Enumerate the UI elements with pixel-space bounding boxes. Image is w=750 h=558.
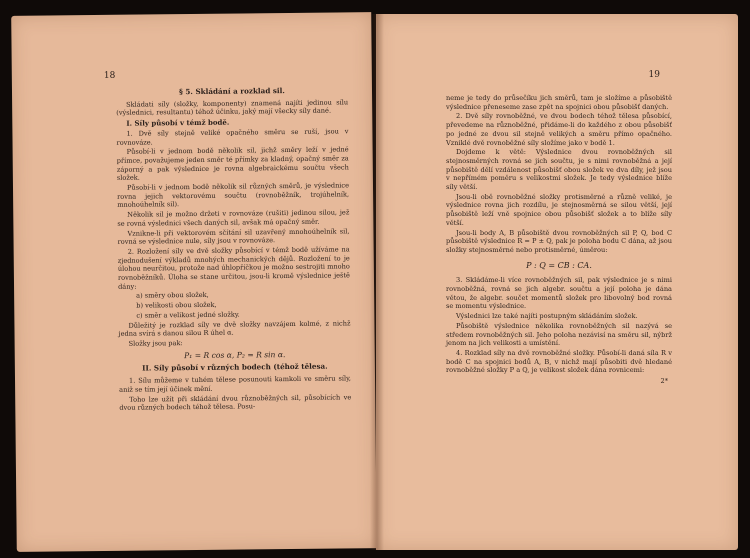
paragraph: Jsou-li body A, B působiště dvou rovnoběžných sil P, Q, bod C působiště výslednice R = P ± Q, pak je poloha bodu C dána, až jsou složky stejnosměrné nebo protisměrné, úměrou: (446, 228, 672, 254)
paragraph: Složky jsou pak: (128, 339, 183, 348)
paragraph: 3. Skládáme-li více rovnoběžných sil, pak výslednice je s nimi rovnoběžná, rovná se jich algebr. součtu a její poloha je dána větou, že algebr. součet momentů složek pro libovolný bod rovná se momentu výslednice. (446, 276, 672, 311)
paragraph: 2. Dvě síly rovnoběžné, ve dvou bodech téhož tělesa působící, převedeme na různoběžné, přidáme-li do každého z obou působišť po jedné ze dvou sil stejně velikých a směru přímo opačného. Vzniklé dvě rovnoběžné síly složíme jako v bodě 1. (446, 112, 672, 147)
paragraph: Důležitý je rozklad síly ve dvě složky navzájem kolmé, z nichž jedna svírá s danou silou R úhel α. (118, 318, 351, 339)
paragraph: Působí-li v jednom bodě několik sil, jichž směry leží v jedné přímce, považujeme jeden směr té přímky za kladný, opačný směr za záporný a pak výslednice je rovna algebraickému součtu všech složek. (116, 145, 349, 183)
paragraph: 2. Rozložení síly ve dvě složky působící v témž bodě užíváme na zjednodušení výkladů mnohých mechanických dějů. Rozložení to je úlohou neurčitou, protože nad úhlopříčkou je možno sestrojiti mnoho rovnoběžníků. Úloha se stane určitou, jsou-li kromě výslednice ještě dány: (117, 245, 350, 291)
formula: P₁ = R cos α, P₂ = R sin α. (184, 349, 286, 360)
paragraph: 4. Rozklad síly na dvě rovnoběžné složky. Působí-li daná síla R v bodě C na spojnici bodů A, B, v nichž mají působiti dvě hledané rovnoběžné složky P a Q, je velikost složek dána rovnicemi: (446, 348, 672, 375)
section-heading: § 5. Skládání a rozklad sil. (179, 86, 285, 97)
paragraph: Několik sil je možno držeti v rovnováze (rušiti) jedinou silou, jež se rovná výslednici všech daných sil, avšak má opačný směr. (117, 208, 350, 228)
signature-mark: 2* (660, 377, 668, 386)
list-item: b) velikosti obou složek, (136, 300, 217, 310)
left-page (11, 12, 377, 552)
paragraph: Působiště výslednice několika rovnoběžných sil nazývá se středem rovnoběžných sil. Jeho poloha nezávisí na směru sil, nýbrž jenom na jich velikosti a umístění. (446, 321, 672, 348)
list-item: a) směry obou složek, (136, 291, 209, 301)
right-page (376, 14, 738, 550)
paragraph: Jsou-li obě rovnoběžné složky protisměrné a různě veliké, je výslednice rovna jich rozdílu, je stejnosměrná se silou větší, její působiště leží vně spojnice obou působišť složek a to blíže síly větší. (446, 192, 672, 227)
book-gutter (370, 14, 384, 550)
paragraph: Výslednici lze také najíti postupným skládáním složek. (456, 312, 638, 321)
paragraph: Působí-li v jednom bodě několik sil různých směrů, je výslednice rovna jejich vektorovému součtu (rovnoběžník, trojúhelník, mnohoúhelník sil). (117, 181, 350, 210)
paragraph: Vznikne-li při vektorovém sčítání sil uzavřený mnohoúhelník sil, rovná se výslednice nule, síly jsou v rovnováze. (117, 226, 350, 247)
paragraph: 1. Sílu můžeme v tuhém tělese posunouti kamkoli ve směru síly, aniž se tím její účinek mění. (119, 374, 352, 394)
formula: P : Q = CB : CA. (526, 260, 592, 270)
right-text-column (446, 94, 672, 386)
paragraph: Dojdeme k větě: Výslednice dvou rovnoběžných sil stejnosměrných rovná se jich součtu, je s nimi rovnoběžná a její působiště dělí vzdálenost působišť obou složek ve dva díly, jež jsou v nepřímém poměru s velikostmi složek. Je tedy výslednice blíže síly větší. (446, 148, 672, 192)
left-text-column (116, 84, 351, 413)
page-number: 19 (648, 70, 660, 80)
paragraph: Skládati síly (složky, komponenty) znamená najíti jedinou sílu (výslednici, resultantu) téhož účinku, jaký mají všecky síly dané. (116, 98, 349, 118)
page-number: 18 (103, 70, 116, 81)
paragraph: neme je tedy do průsečíku jich směrů, tam je složíme a působiště výslednice přeneseme zase zpět na spojnici obou působišť daných. (446, 94, 672, 111)
subheading: II. Síly působí v různých bodech (téhož tělesa. (142, 361, 328, 373)
paragraph: Toho lze užít při skládání dvou různoběžných sil, působících ve dvou různých bodech téhož tělesa. Posu- (119, 392, 352, 412)
list-item: c) směr a velikost jedné složky. (136, 310, 240, 320)
subheading: I. Síly působí v témž bodě. (126, 117, 230, 128)
paragraph: 1. Dvě síly stejně veliké opačného směru se ruší, jsou v rovnováze. (116, 127, 349, 147)
